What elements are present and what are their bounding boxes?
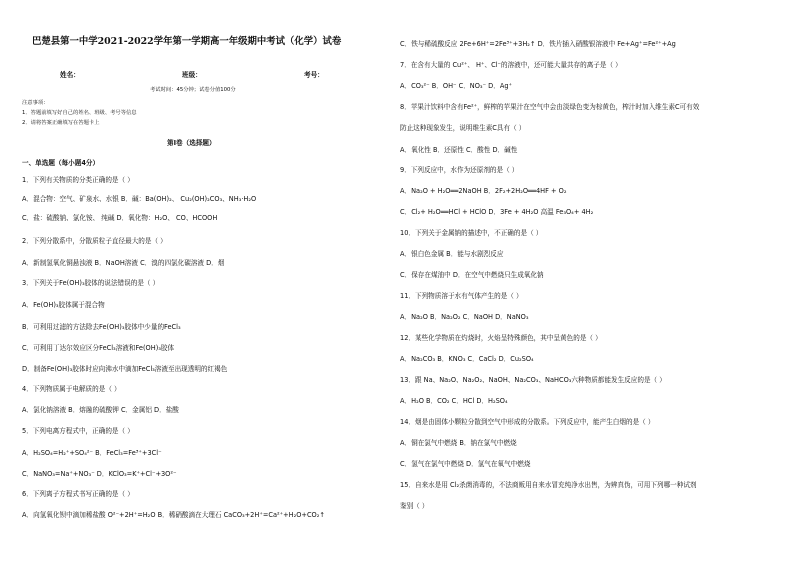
question-line: B．可利用过滤的方法除去Fe(OH)₃胶体中少量的FeCl₃ bbox=[22, 323, 181, 331]
question-line: 5．下列电离方程式中，正确的是（ ） bbox=[22, 427, 134, 435]
question-line: A．混合物：空气、矿泉水、水银 B．碱：Ba(OH)₂、 Cu₂(OH)₂CO₃、NH₃·H₂O bbox=[22, 195, 257, 203]
question-line: 10．下列关于金属钠的描述中，不正确的是（ ） bbox=[400, 229, 543, 237]
question-line: 7．在含有大量的 Cu²⁺、 H⁺、Cl⁻的溶液中，还可能大量共存的离子是（ ） bbox=[400, 61, 622, 69]
class-label: 班级： bbox=[182, 71, 202, 79]
question-line: A．H₂SO₄=H₂⁺+SO₄²⁻ B．FeCl₃=Fe³⁺+3Cl⁻ bbox=[22, 449, 162, 457]
exam-title: 巴楚县第一中学2021-2022学年第一学期高一年级期中考试（化学）试卷 bbox=[32, 36, 342, 47]
seat-label: 考号： bbox=[304, 71, 324, 79]
question-line: 1．下列有关物质的分类正确的是（ ） bbox=[22, 176, 134, 184]
question-line: A．Fe(OH)₃胶体属于混合物 bbox=[22, 301, 105, 309]
question-line: 12．某些化学物质在灼烧时，火焰呈特殊颜色，其中呈黄色的是（ ） bbox=[400, 334, 602, 342]
question-line: 9．下列反应中，水作为还原剂的是（ ） bbox=[400, 166, 519, 174]
question-line: A．Na₂O B．Na₂O₂ C．NaOH D．NaNO₃ bbox=[400, 313, 529, 321]
question-line: 鉴别（ ） bbox=[400, 502, 429, 510]
question-line: 11．下列物质溶于水有气体产生的是（ ） bbox=[400, 292, 523, 300]
time-line: 考试时间：45分钟；试卷分值100分 bbox=[150, 87, 236, 93]
question-line: 2．下列分散系中，分散质粒子直径最大的是（ ） bbox=[22, 237, 167, 245]
question-line: C．可利用丁达尔效应区分FeCl₃溶液和Fe(OH)₃胶体 bbox=[22, 344, 175, 352]
question-line: A．CO₃²⁻ B．OH⁻ C．NO₃⁻ D．Ag⁺ bbox=[400, 82, 512, 90]
question-line: A．Na₂O + H₂O══2NaOH B．2F₂+2H₂O══4HF + O₂ bbox=[400, 187, 567, 195]
question-line: C．铁与稀硫酸反应 2Fe+6H⁺=2Fe³⁺+3H₂↑ D．铁片插入硝酸银溶液中 Fe+Ag⁺=Fe²⁺+Ag bbox=[400, 40, 676, 48]
question-line: A．新制氢氧化铜悬浊液 B．NaOH溶液 C．溴的四氯化碳溶液 D．烟 bbox=[22, 259, 225, 267]
section-title: 一、单选题（每小题4分） bbox=[22, 159, 100, 167]
question-line: 3．下列关于Fe(OH)₃胶体的说法错误的是（ ） bbox=[22, 279, 160, 287]
notice-2: 2．请将答案正确填写在答题卡上 bbox=[22, 120, 100, 126]
question-line: A．氯化钠溶液 B．熔融的硫酸钾 C．金属铝 D．盐酸 bbox=[22, 406, 179, 414]
question-line: 14．烟是由固体小颗粒分散到空气中形成的分散系。下列反应中，能产生白烟的是（ ） bbox=[400, 418, 655, 426]
question-line: 防止这种现象发生，说明维生素C具有（ ） bbox=[400, 124, 526, 132]
question-line: A．Na₂CO₃ B．KNO₃ C．CaCl₂ D．Cu₂SO₄ bbox=[400, 355, 534, 363]
name-label: 姓名： bbox=[60, 71, 80, 79]
part-title: 第Ⅰ卷（选择题） bbox=[167, 139, 216, 147]
question-line: A．银白色金属 B．能与水剧烈反应 bbox=[400, 250, 504, 258]
notice-1: 1．答题前填写好自己的姓名、班级、考号等信息 bbox=[22, 110, 137, 116]
question-line: 6．下列离子方程式书写正确的是（ ） bbox=[22, 490, 134, 498]
question-line: C．氢气在氯气中燃烧 D．氢气在氧气中燃烧 bbox=[400, 460, 531, 468]
notice-title: 注意事项： bbox=[22, 100, 49, 106]
question-line: 4．下列物质属于电解质的是（ ） bbox=[22, 385, 121, 393]
question-line: 13．跟 Na、Na₂O、Na₂O₂、NaOH、Na₂CO₃、NaHCO₃六种物质都能发生反应的是（ ） bbox=[400, 376, 666, 384]
question-line: D．制备Fe(OH)₃胶体时应向沸水中滴加FeCl₃溶液至出现透明的红褐色 bbox=[22, 365, 228, 373]
question-line: 8．苹果汁饮料中含有Fe²⁺，鲜榨的苹果汁在空气中会由淡绿色变为棕黄色，榨汁时加入维生素C可有效 bbox=[400, 103, 700, 111]
question-line: C．盐：硫酸钠、氯化铵、 纯碱 D．氧化物：H₂O、 CO、HCOOH bbox=[22, 214, 218, 222]
question-line: C．Cl₂+ H₂O══HCl + HClO D．3Fe + 4H₂O 高温 Fe₃O₄+ 4H₂ bbox=[400, 208, 594, 216]
question-line: C．NaNO₃=Na⁺+NO₃⁻ D．KClO₃=K⁺+Cl⁻+3O²⁻ bbox=[22, 470, 177, 478]
question-line: A．向氢氧化钡中滴加稀盐酸 O²⁻+2H⁺=H₂O B．稀硝酸滴在大理石 CaCO₃+2H⁺=Ca²⁺+H₂O+CO₂↑ bbox=[22, 511, 325, 519]
question-line: A．铜在氯气中燃烧 B．钠在氯气中燃烧 bbox=[400, 439, 517, 447]
question-line: A．H₂O B．CO₂ C．HCl D．H₂SO₄ bbox=[400, 397, 508, 405]
question-line: 15．自来水是用 Cl₂杀菌消毒的，不法商贩用自来水冒充纯净水出售，为辨真伪，可用下列哪一种试剂 bbox=[400, 481, 697, 489]
question-line: A．氧化性 B．还原性 C．酸性 D．碱性 bbox=[400, 146, 518, 154]
question-line: C．保存在煤油中 D．在空气中燃烧只生成氧化钠 bbox=[400, 271, 544, 279]
